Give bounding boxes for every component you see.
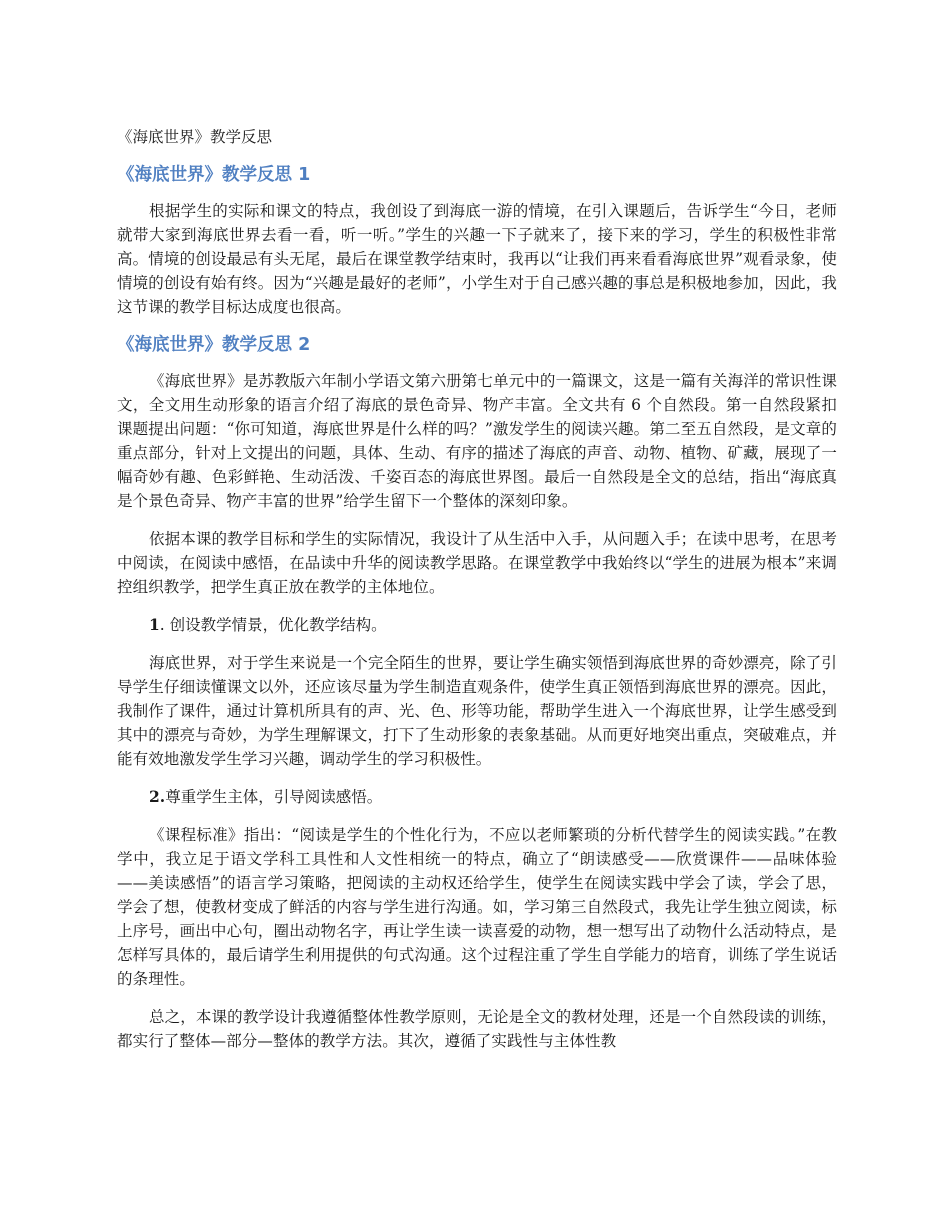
section-1-paragraph: 根据学生的实际和课文的特点，我创设了到海底一游的情境，在引入课题后，告诉学生“今日，老师就带大家到海底世界去看一看，听一听。”学生的兴趣一下子就来了，接下来的学习，学生的积极性非常高。情境的创设最忌有头无尾，最后在课堂教学结束时，我再以“让我们再来看看海底世界”观看录象，使情境的创设有始有终。因为“兴趣是最好的老师”，小学生对于自己感兴趣的事总是积极地参加，因此，我这节课的教学目标达成度也很高。 xyxy=(117,202,837,316)
list-item-2-text: 尊重学生主体，引导阅读感悟。 xyxy=(165,788,383,806)
list-item-1 xyxy=(117,613,837,637)
document-title: 《海底世界》教学反思 xyxy=(117,128,273,146)
section-2-heading: 《海底世界》教学反思 2 xyxy=(117,335,311,355)
list-item-1-text: . 创设教学情景，优化教学结构。 xyxy=(159,616,387,634)
section-1-heading: 《海底世界》教学反思 1 xyxy=(117,165,311,185)
section-2-paragraph-approach: 依据本课的教学目标和学生的实际情况，我设计了从生活中入手，从问题入手；在读中思考，在思考中阅读，在阅读中感悟，在品读中升华的阅读教学思路。在课堂教学中我始终以“学生的进展为根本”来调控组织教学，把学生真正放在教学的主体地位。 xyxy=(117,530,837,596)
section-2-paragraph-courseware: 海底世界，对于学生来说是一个完全陌生的世界，要让学生确实领悟到海底世界的奇妙漂亮，除了引导学生仔细读懂课文以外，还应该尽量为学生制造直观条件，使学生真正领悟到海底世界的漂亮。因此，我制作了课件，通过计算机所具有的声、光、色、形等功能，帮助学生进入一个海底世界，让学生感受到其中的漂亮与奇妙，为学生理解课文，打下了生动形象的表象基础。从而更好地突出重点，突破难点，并能有效地激发学生学习兴趣，调动学生的学习积极性。 xyxy=(117,654,837,768)
section-2-paragraph-standards: 《课程标准》指出：“阅读是学生的个性化行为，不应以老师繁琐的分析代替学生的阅读实践。”在教学中，我立足于语文学科工具性和人文性相统一的特点，确立了“朗读感受——欣赏课件——品味体验——美读感悟”的语言学习策略，把阅读的主动权还给学生，使学生在阅读实践中学会了读，学会了思，学会了想，使教材变成了鲜活的内容与学生进行沟通。如，学习第三自然段式，我先让学生独立阅读，标上序号，画出中心句，圈出动物名字，再让学生读一读喜爱的动物，想一想写出了动物什么活动特点，是怎样写具体的，最后请学生利用提供的句式沟通。这个过程注重了学生自学能力的培育，训练了学生说话的条理性。 xyxy=(117,826,837,988)
list-item-2-number: 2. xyxy=(149,787,166,806)
list-item-1-number: 1 xyxy=(149,615,160,634)
list-item-2 xyxy=(117,785,837,809)
section-2-paragraph-summary: 总之，本课的教学设计我遵循整体性教学原则，无论是全文的教材处理，还是一个自然段读的训练，都实行了整体—部分—整体的教学方法。其次，遵循了实践性与主体性教 xyxy=(117,1008,837,1050)
document-body xyxy=(117,125,837,1067)
section-2-paragraph-intro: 《海底世界》是苏教版六年制小学语文第六册第七单元中的一篇课文，这是一篇有关海洋的常识性课文，全文用生动形象的语言介绍了海底的景色奇异、物产丰富。全文共有 6 个自然段。第一自然段紧扣课题提出问题：“你可知道，海底世界是什么样的吗？”激发学生的阅读兴趣。第二至五自然段，是文章的重点部分，针对上文提出的问题，具体、生动、有序的描述了海底的声音、动物、植物、矿藏，展现了一幅奇妙有趣、色彩鲜艳、生动活泼、千姿百态的海底世界图。最后一自然段是全文的总结，指出“海底真是个景色奇异、物产丰富的世界”给学生留下一个整体的深刻印象。 xyxy=(117,372,837,510)
